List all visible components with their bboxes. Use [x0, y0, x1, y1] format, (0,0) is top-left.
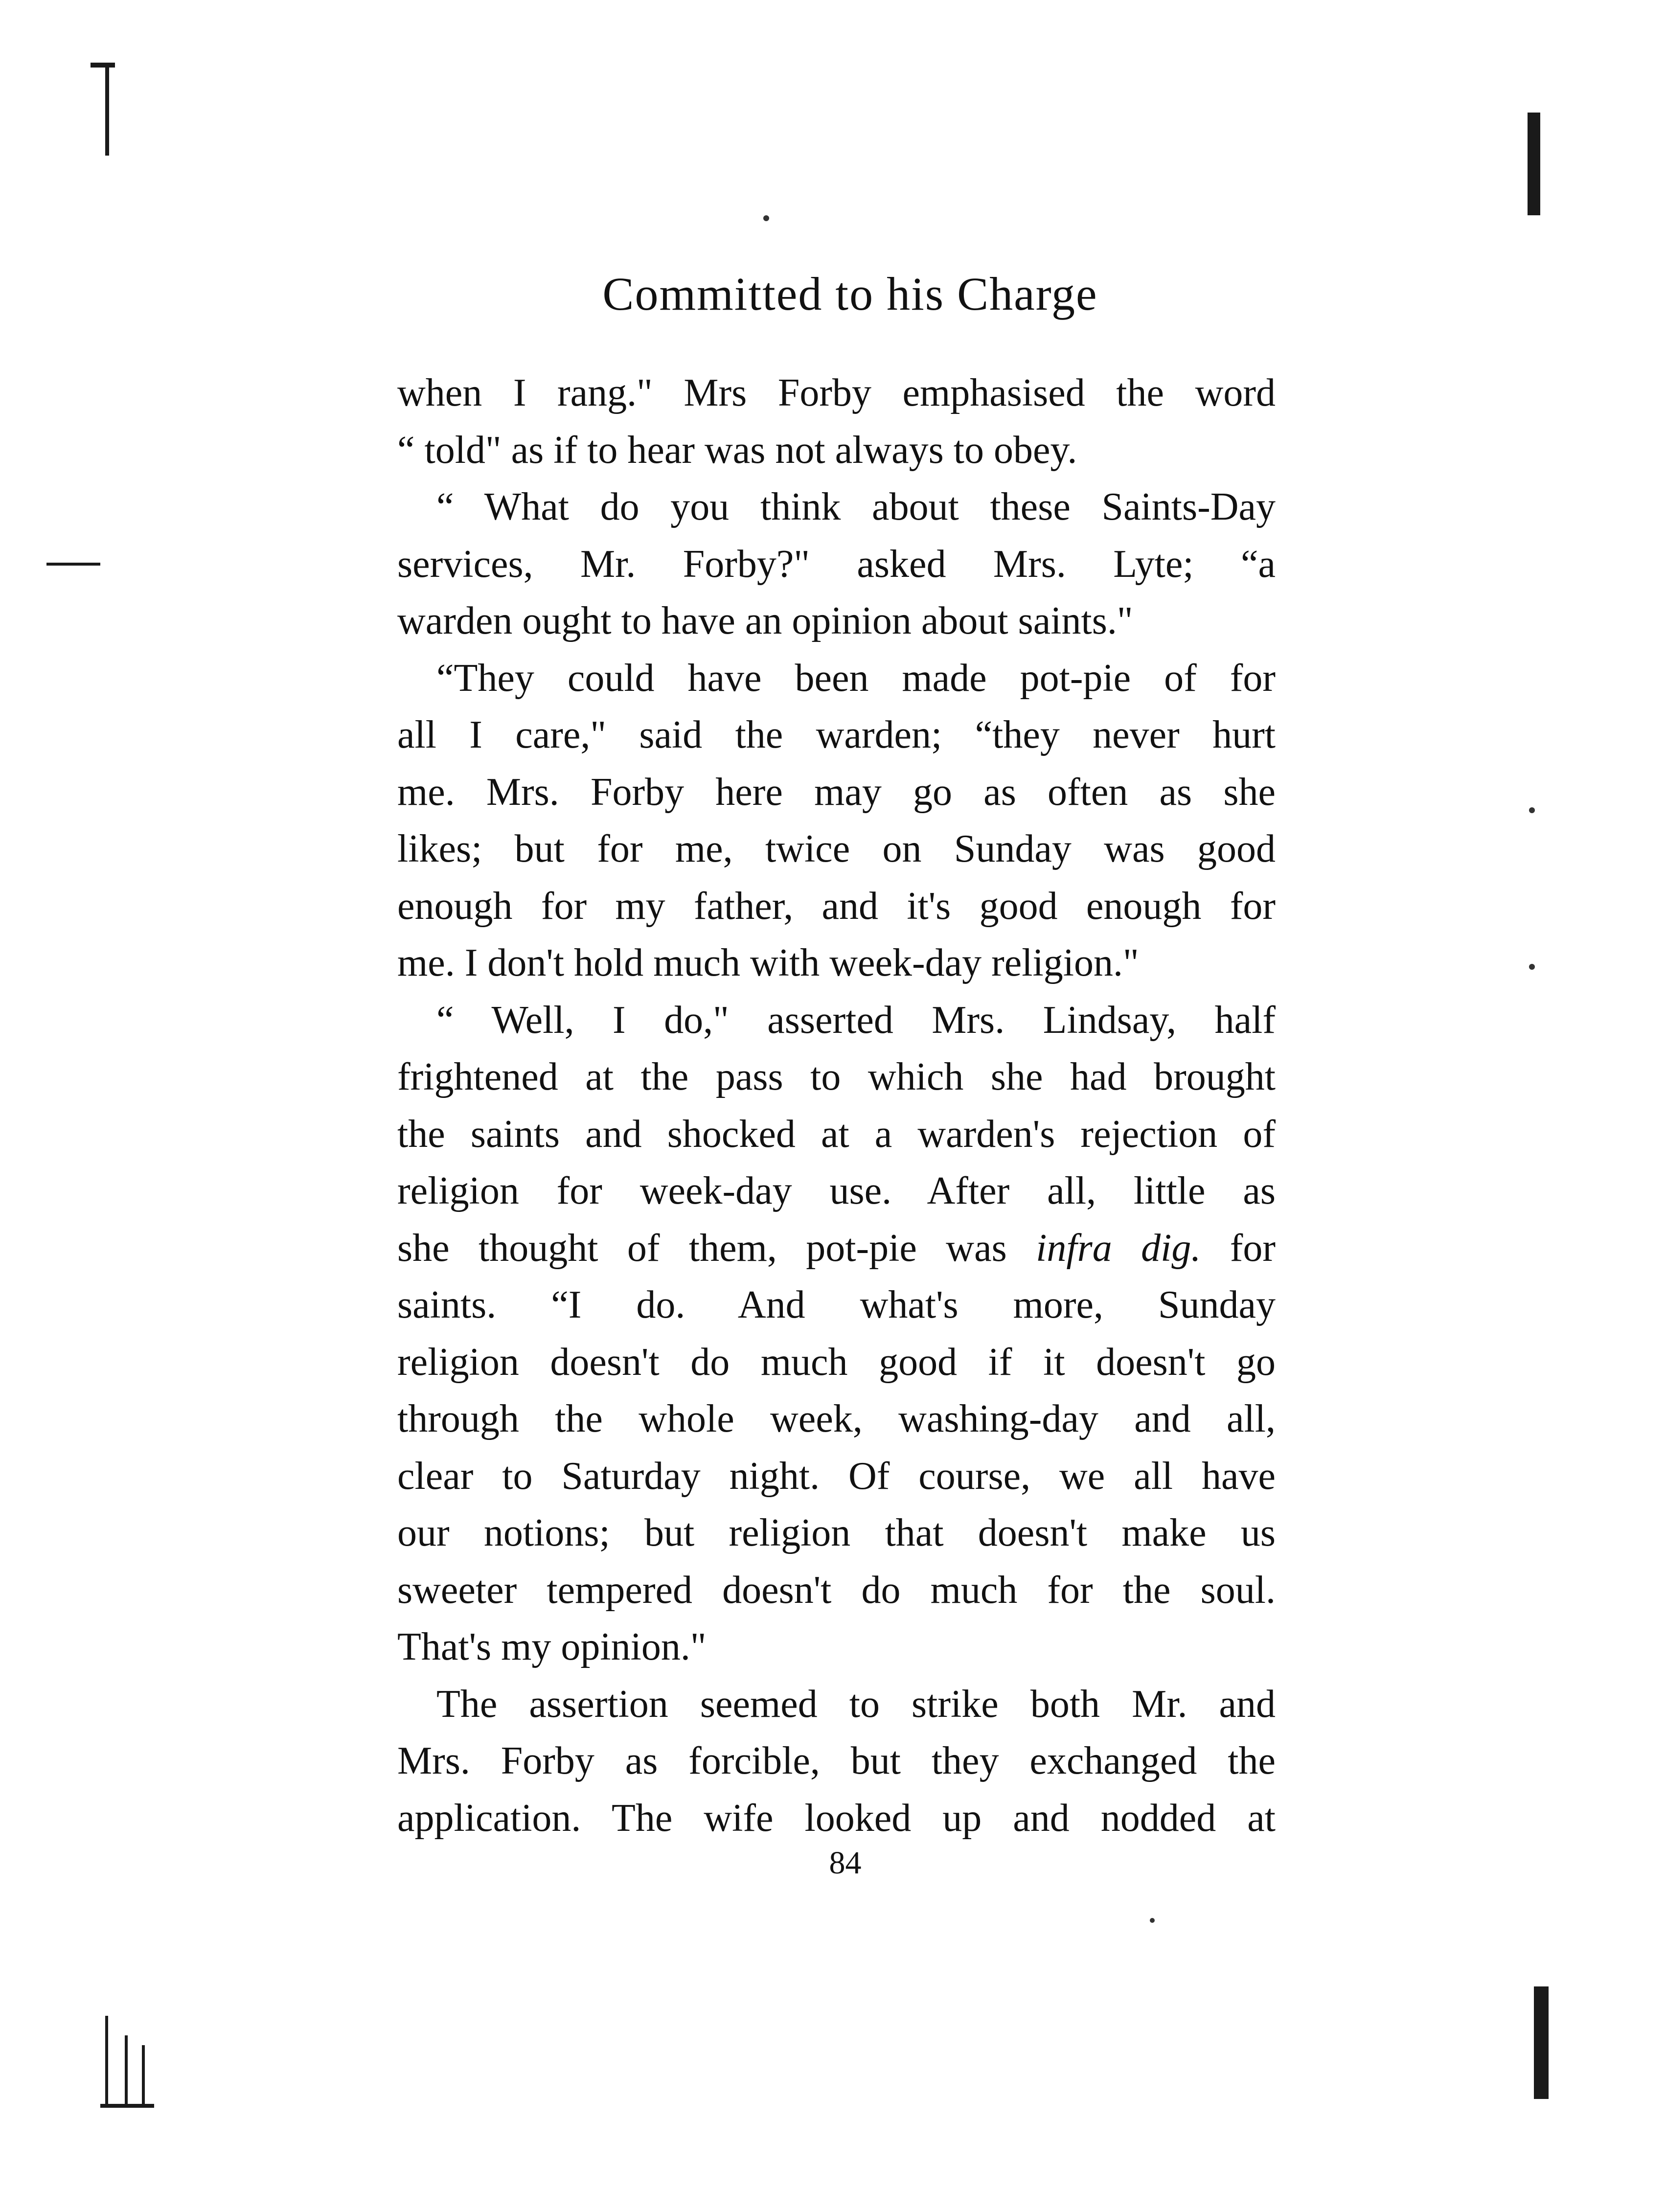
text-line: me. I don't hold much with week-day religion." [397, 941, 1139, 984]
scan-edge-mark [105, 63, 109, 156]
text-line: enough for my father, and it's good enough for [397, 884, 1276, 928]
text-line: all I care," said the warden; “they never hurt [397, 713, 1276, 756]
text-line: services, Mr. Forby?" asked Mrs. Lyte; “a [397, 542, 1276, 586]
scan-edge-mark [142, 2045, 145, 2106]
scan-edge-mark [46, 563, 100, 566]
text-line: me. Mrs. Forby here may go as often as she [397, 770, 1276, 814]
text-line: That's my opinion." [397, 1625, 707, 1668]
page-number: 84 [829, 1845, 862, 1881]
text-line: “ Well, I do," asserted Mrs. Lindsay, half [436, 998, 1276, 1042]
scan-edge-mark [125, 2035, 128, 2106]
running-head: Committed to his Charge [602, 268, 1098, 320]
text-line: saints. “I do. And what's more, Sunday [397, 1283, 1276, 1326]
text-line: warden ought to have an opinion about saints." [397, 599, 1133, 642]
text-line: “ What do you think about these Saints-Day [436, 485, 1276, 528]
text-line: frightened at the pass to which she had brought [397, 1055, 1276, 1098]
text-line: the saints and shocked at a warden's rejection of [397, 1112, 1276, 1156]
text-line: “ told" as if to hear was not always to obey. [397, 428, 1077, 472]
text-line: likes; but for me, twice on Sunday was good [397, 827, 1276, 870]
scan-edge-mark [1534, 1986, 1549, 2099]
scan-edge-mark [105, 2016, 108, 2106]
text-line: sweeter tempered doesn't do much for the soul. [397, 1568, 1276, 1612]
scan-speck [1529, 807, 1535, 813]
scan-speck [1529, 964, 1535, 970]
scan-edge-mark [1528, 113, 1540, 215]
text-line: application. The wife looked up and nodded at [397, 1796, 1276, 1840]
italic-phrase: infra dig. [1036, 1226, 1201, 1270]
body-text [397, 365, 1276, 1847]
text-line: religion for week-day use. After all, little as [397, 1169, 1276, 1212]
text-line: through the whole week, washing-day and all, [397, 1397, 1276, 1440]
text-line: when I rang." Mrs Forby emphasised the word [397, 371, 1276, 414]
text-line: religion doesn't do much good if it doesn't go [397, 1340, 1276, 1384]
text-line: “They could have been made pot-pie of for [436, 656, 1276, 700]
scan-speck [1150, 1918, 1155, 1923]
scan-speck [763, 215, 769, 221]
text-line: The assertion seemed to strike both Mr. and [436, 1682, 1276, 1726]
text-line: Mrs. Forby as forcible, but they exchanged the [397, 1739, 1276, 1782]
scan-edge-mark [91, 63, 115, 68]
text-line: our notions; but religion that doesn't make us [397, 1511, 1276, 1554]
text-line: clear to Saturday night. Of course, we all have [397, 1454, 1276, 1498]
text-line: she thought of them, pot-pie was infra dig. for [397, 1226, 1276, 1270]
